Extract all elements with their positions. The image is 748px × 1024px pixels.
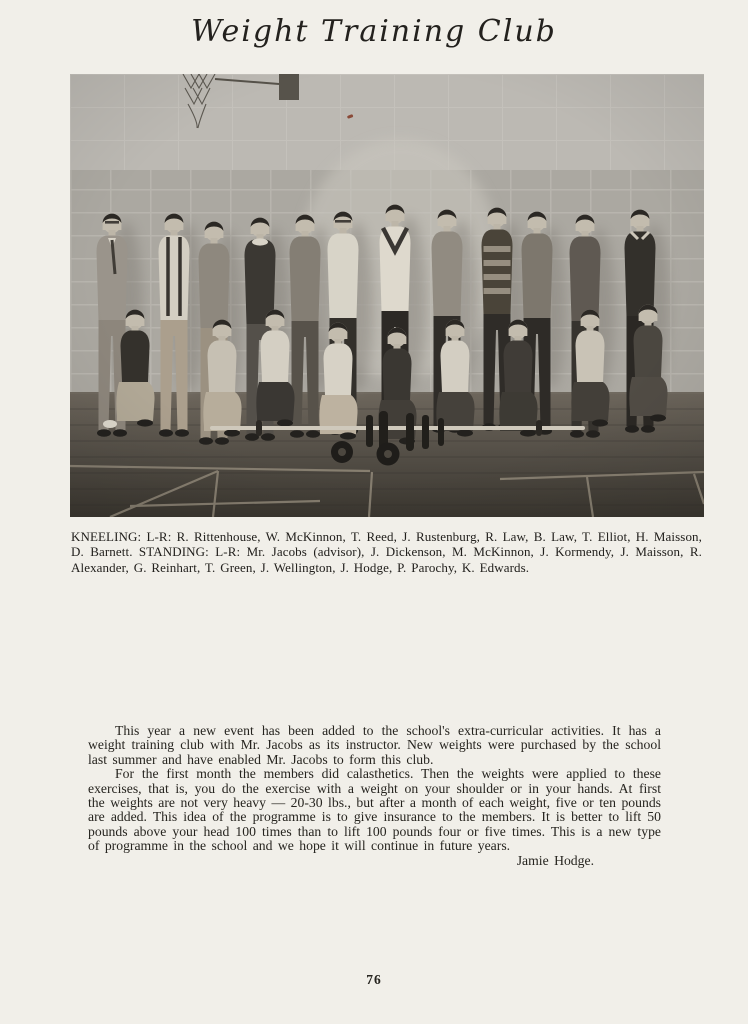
- page-number: 76: [366, 972, 382, 987]
- photo-caption: KNEELING: L-R: R. Rittenhouse, W. McKinnon, T. Reed, J. Rustenburg, R. Law, B. Law, T. Elliot, H. Maisson, D. Barnett. STANDING: L-R: Mr. Jacobs (advisor), J. Dickenson, M. McKinnon, J. Kormendy, J. Maisson, R. Alexander, G. Reinhart, T. Green, J. Wellington, J. Hodge, P. Parochy, K. Edwards.: [71, 529, 702, 575]
- article-paragraph: This year a new event has been added to the school's extra-curricular activities. It has a weight training club with Mr. Jacobs as its instructor. New weights were purchased by the school last summer and have enabled Mr. Jacobs to form this club.: [88, 723, 661, 767]
- article-paragraph: For the first month the members did calasthetics. Then the weights were applied to these exercises, that is, you do the exercise with a weight on your shoulder or in your hands. At first the weights are not very heavy — 20-30 lbs., but after a month of each weight, five or ten pounds are added. This idea of the programme is to give insurance to the members. It is better to lift 50 pounds above your head 100 times than to lift 100 pounds four or five times. This is a new type of programme in the school and we hope it will continue in future years.: [88, 766, 661, 854]
- article-body: [88, 724, 661, 868]
- photo-vignette: [70, 74, 704, 517]
- club-photo-illustration: [70, 74, 704, 517]
- club-group-photo: [70, 74, 704, 517]
- page-title: Weight Training Club: [191, 14, 557, 49]
- byline: Jamie Hodge.: [516, 852, 594, 868]
